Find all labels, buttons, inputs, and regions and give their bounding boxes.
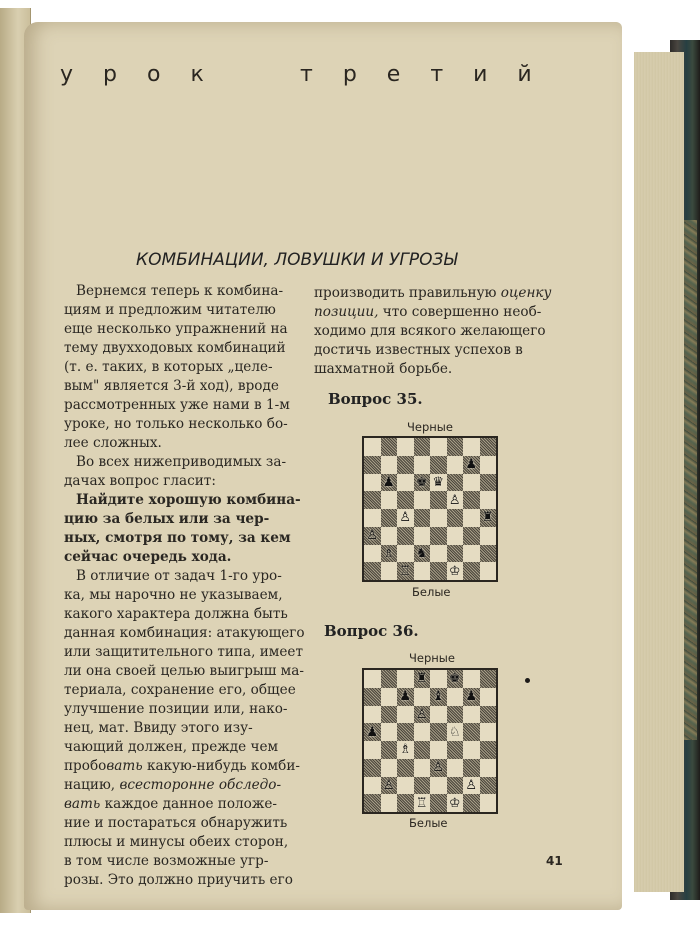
board-square xyxy=(430,509,447,527)
board-square xyxy=(447,509,464,527)
board-square xyxy=(364,545,381,563)
board-square xyxy=(364,562,381,580)
chess-piece-icon: ♘ xyxy=(448,724,461,740)
board-square xyxy=(430,688,447,706)
left-column-line: в том числе возможные угр- xyxy=(64,853,269,869)
left-column-line: вым" является 3-й ход), вроде xyxy=(64,378,279,394)
left-column-line: нец, мат. Ввиду этого изу- xyxy=(64,720,253,736)
left-column-line: какого характера должна быть xyxy=(64,606,288,622)
chess-piece-icon: ♔ xyxy=(448,795,461,811)
question-35-black-label: Черные xyxy=(407,420,453,434)
board-square xyxy=(414,562,431,580)
left-column-line: ли она своей целью выигрыш ма- xyxy=(64,663,304,679)
chess-diagram-35 xyxy=(362,436,498,582)
board-square xyxy=(397,759,414,777)
board-square xyxy=(480,723,497,741)
board-square xyxy=(381,670,398,688)
board-square xyxy=(381,706,398,724)
board-square xyxy=(397,794,414,812)
board-square xyxy=(397,723,414,741)
board-square xyxy=(381,723,398,741)
board-square xyxy=(397,688,414,706)
board-square xyxy=(364,491,381,509)
running-head-left: урок xyxy=(60,62,234,87)
left-column-emphasis: вать xyxy=(106,758,143,774)
board-square xyxy=(364,438,381,456)
board-square xyxy=(480,474,497,492)
chess-piece-icon: ♚ xyxy=(448,671,461,687)
right-column-line: производить правильную оценку xyxy=(314,285,552,301)
board-square xyxy=(397,456,414,474)
left-column-line: лее сложных. xyxy=(64,435,162,451)
chess-piece-icon: ♟ xyxy=(399,689,412,705)
left-column-line: В отличие от задач 1-го уро- xyxy=(76,568,282,584)
board-square xyxy=(364,456,381,474)
left-column-line: нацию, всесторонне обследо- xyxy=(64,777,282,793)
left-column-line: пробовать какую-нибудь комби- xyxy=(64,758,300,774)
left-column-line: Во всех нижеприводимых за- xyxy=(76,454,287,470)
board-square xyxy=(480,741,497,759)
board-square xyxy=(480,670,497,688)
board-square xyxy=(397,491,414,509)
left-column-emphasis: вать xyxy=(64,796,101,812)
chess-piece-icon: ♚ xyxy=(415,474,428,490)
board-square xyxy=(414,456,431,474)
board-square xyxy=(463,527,480,545)
section-heading: КОМБИНАЦИИ, ЛОВУШКИ И УГРОЗЫ xyxy=(136,250,458,270)
board-square xyxy=(397,562,414,580)
board-square xyxy=(447,759,464,777)
board-square xyxy=(397,670,414,688)
right-column-line: ходимо для всякого желающего xyxy=(314,323,546,339)
board-square xyxy=(463,741,480,759)
left-column-line: ных, смотря по тому, за кем xyxy=(64,530,291,546)
left-column-line: териала, сохранение его, общее xyxy=(64,682,296,698)
board-square xyxy=(381,759,398,777)
left-column-line: ка, мы нарочно не указываем, xyxy=(64,587,283,603)
board-square xyxy=(447,438,464,456)
board-square xyxy=(381,777,398,795)
board-square xyxy=(381,509,398,527)
chess-piece-icon: ♟ xyxy=(382,474,395,490)
board-square xyxy=(447,670,464,688)
board-square xyxy=(430,491,447,509)
board-square xyxy=(447,491,464,509)
board-square xyxy=(447,562,464,580)
board-square xyxy=(397,438,414,456)
board-square xyxy=(364,670,381,688)
chess-piece-icon: ♟ xyxy=(465,689,478,705)
board-square xyxy=(447,794,464,812)
board-square xyxy=(463,723,480,741)
board-square xyxy=(447,474,464,492)
board-square xyxy=(447,777,464,795)
board-square xyxy=(480,794,497,812)
board-square xyxy=(381,491,398,509)
chess-piece-icon: ♙ xyxy=(415,706,428,722)
board-square xyxy=(480,688,497,706)
board-square xyxy=(364,794,381,812)
board-square xyxy=(463,474,480,492)
board-square xyxy=(414,474,431,492)
left-column-line: чающий должен, прежде чем xyxy=(64,739,279,755)
board-square xyxy=(381,741,398,759)
left-column-line: дачах вопрос гласит: xyxy=(64,473,216,489)
board-square xyxy=(430,741,447,759)
left-column-line: данная комбинация: атакующего xyxy=(64,625,305,641)
board-square xyxy=(364,741,381,759)
ink-dot xyxy=(525,678,530,683)
board-square xyxy=(414,438,431,456)
board-square xyxy=(480,438,497,456)
board-square xyxy=(480,706,497,724)
left-column-line: уроке, но только несколько бо- xyxy=(64,416,288,432)
board-square xyxy=(381,474,398,492)
board-square xyxy=(414,794,431,812)
board-square xyxy=(447,456,464,474)
left-column xyxy=(64,282,314,890)
question-36-black-label: Черные xyxy=(409,651,455,665)
board-square xyxy=(463,438,480,456)
board-square xyxy=(414,491,431,509)
right-column-emphasis: оценку xyxy=(500,285,552,301)
chess-piece-icon: ♟ xyxy=(465,457,478,473)
board-square xyxy=(364,527,381,545)
chess-piece-icon: ♗ xyxy=(382,545,395,561)
board-square xyxy=(447,527,464,545)
board-square xyxy=(480,777,497,795)
board-square xyxy=(364,474,381,492)
board-square xyxy=(480,491,497,509)
board-square xyxy=(463,562,480,580)
board-square xyxy=(430,562,447,580)
board-square xyxy=(397,777,414,795)
board-square xyxy=(430,759,447,777)
chess-piece-icon: ♙ xyxy=(399,510,412,526)
board-square xyxy=(381,794,398,812)
left-column-line: еще несколько упражнений на xyxy=(64,321,288,337)
chess-piece-icon: ♖ xyxy=(399,563,412,579)
board-square xyxy=(447,706,464,724)
right-column-line: шахматной борьбе. xyxy=(314,361,453,377)
left-column-line: вать каждое данное положе- xyxy=(64,796,278,812)
right-column xyxy=(314,284,576,379)
board-square xyxy=(397,509,414,527)
page-stack xyxy=(634,52,684,892)
question-35-white-label: Белые xyxy=(412,585,451,599)
board-square xyxy=(463,670,480,688)
board-square xyxy=(480,545,497,563)
board-square xyxy=(364,688,381,706)
board-square xyxy=(463,545,480,563)
board-square xyxy=(447,545,464,563)
board-square xyxy=(480,562,497,580)
board-square xyxy=(430,456,447,474)
left-column-line: розы. Это должно приучить его xyxy=(64,872,293,888)
left-column-emphasis: всесторонне обследо- xyxy=(119,777,282,793)
board-square xyxy=(430,670,447,688)
running-head-right: третий xyxy=(300,62,562,87)
chess-piece-icon: ♖ xyxy=(415,795,428,811)
board-square xyxy=(430,706,447,724)
board-square xyxy=(381,562,398,580)
right-column-line: достичь известных успехов в xyxy=(314,342,523,358)
question-36-title: Вопрос 36. xyxy=(324,622,419,640)
left-column-line: сейчас очередь хода. xyxy=(64,549,232,565)
left-column-line: улучшение позиции или, нако- xyxy=(64,701,288,717)
chess-piece-icon: ♜ xyxy=(415,671,428,687)
chess-piece-icon: ♙ xyxy=(432,760,445,776)
board-square xyxy=(381,527,398,545)
board-square xyxy=(430,438,447,456)
right-column-line: позиции, что совершенно необ- xyxy=(314,304,542,320)
chess-piece-icon: ♜ xyxy=(481,510,494,526)
chess-piece-icon: ♟ xyxy=(366,724,379,740)
board-square xyxy=(397,741,414,759)
board-square xyxy=(463,706,480,724)
board-square xyxy=(397,474,414,492)
left-column-line: (т. е. таких, в которых „целе- xyxy=(64,359,273,375)
board-square xyxy=(430,794,447,812)
chess-piece-icon: ♗ xyxy=(399,742,412,758)
board-square xyxy=(430,723,447,741)
board-square xyxy=(480,509,497,527)
page-number: 41 xyxy=(546,854,563,868)
board-square xyxy=(480,527,497,545)
board-square xyxy=(430,474,447,492)
board-square xyxy=(414,670,431,688)
board-square xyxy=(447,741,464,759)
board-square xyxy=(397,706,414,724)
left-column-line: цию за белых или за чер- xyxy=(64,511,270,527)
board-square xyxy=(414,509,431,527)
left-column-line: Вернемся теперь к комбина- xyxy=(76,283,284,299)
board-square xyxy=(480,456,497,474)
board-square xyxy=(414,706,431,724)
chess-piece-icon: ♙ xyxy=(382,777,395,793)
chess-piece-icon: ♙ xyxy=(465,777,478,793)
board-square xyxy=(414,527,431,545)
chess-piece-icon: ♛ xyxy=(432,474,445,490)
right-column-emphasis: позиции, xyxy=(314,304,379,320)
board-square xyxy=(430,545,447,563)
board-square xyxy=(397,545,414,563)
question-36-white-label: Белые xyxy=(409,816,448,830)
board-square xyxy=(430,777,447,795)
board-square xyxy=(447,688,464,706)
board-square xyxy=(414,723,431,741)
chess-piece-icon: ♞ xyxy=(415,545,428,561)
board-square xyxy=(414,688,431,706)
board-square xyxy=(463,509,480,527)
board-square xyxy=(414,777,431,795)
book-page xyxy=(24,22,622,910)
board-square xyxy=(463,688,480,706)
chess-piece-icon: ♙ xyxy=(366,528,379,544)
left-column-line: ние и постараться обнаружить xyxy=(64,815,288,831)
board-square xyxy=(480,759,497,777)
board-square xyxy=(463,491,480,509)
board-square xyxy=(364,723,381,741)
board-square xyxy=(463,759,480,777)
left-column-line: или защитительного типа, имеет xyxy=(64,644,303,660)
board-square xyxy=(364,509,381,527)
board-square xyxy=(463,794,480,812)
board-square xyxy=(397,527,414,545)
left-column-line: тему двухходовых комбинаций xyxy=(64,340,286,356)
board-square xyxy=(414,741,431,759)
left-column-line: рассмотренных уже нами в 1-м xyxy=(64,397,290,413)
chess-piece-icon: ♙ xyxy=(448,492,461,508)
chess-diagram-36 xyxy=(362,668,498,814)
board-square xyxy=(381,545,398,563)
left-column-line: циям и предложим читателю xyxy=(64,302,276,318)
left-column-line: плюсы и минусы обеих сторон, xyxy=(64,834,289,850)
board-square xyxy=(381,456,398,474)
board-square xyxy=(364,777,381,795)
left-column-line: Найдите хорошую комбина- xyxy=(76,492,301,508)
board-square xyxy=(364,706,381,724)
board-square xyxy=(381,688,398,706)
board-square xyxy=(463,456,480,474)
chess-piece-icon: ♔ xyxy=(448,563,461,579)
board-square xyxy=(381,438,398,456)
board-square xyxy=(463,777,480,795)
chess-piece-icon: ♝ xyxy=(432,689,445,705)
question-35-title: Вопрос 35. xyxy=(328,390,423,408)
board-square xyxy=(414,545,431,563)
board-square xyxy=(414,759,431,777)
board-square xyxy=(447,723,464,741)
board-square xyxy=(364,759,381,777)
board-square xyxy=(430,527,447,545)
